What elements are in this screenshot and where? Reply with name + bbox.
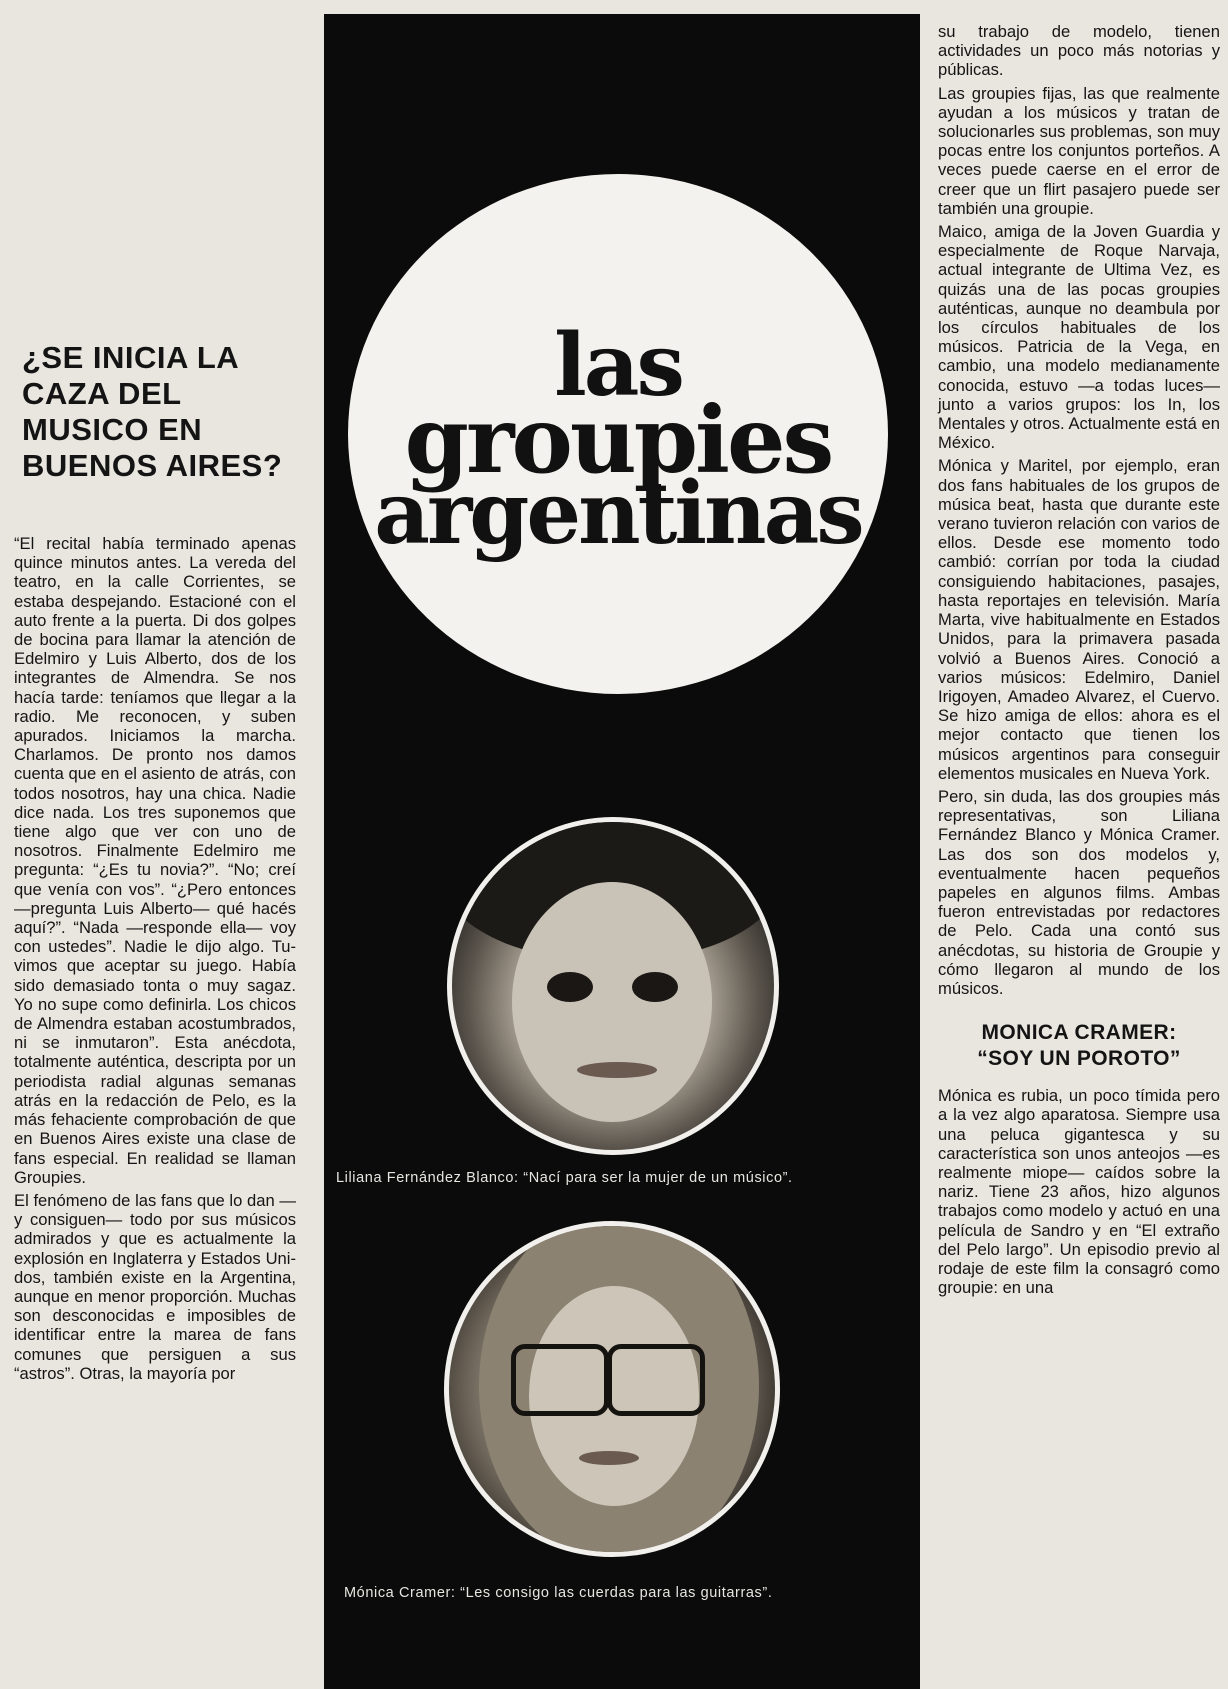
right-paragraph-4: Mónica y Maritel, por ejemplo, eran dos fans habituales de los grupos de música beat, hasta que durante este verano tuvieron relación con varios de ellos. Desde ese momento todo cambió: corrían por toda la ciudad consiguiendo habitaciones, pasajes, hasta reportajes en televisión. María Marta, vive habitualmente en Estados Unidos, para la primavera pasada volvió a Buenos Aires. Conoció a varios músicos: Edelmiro, Daniel Irigoyen, Amadeo Alvarez, el Cuervo. Se hizo amiga de ellos: ahora es el mejor contacto que tienen los músicos argentinos para conseguir elementos musicales en Nueva York.: [938, 456, 1220, 783]
right-column: [938, 22, 1220, 1301]
mouth-shape: [579, 1451, 639, 1465]
center-panel: [324, 14, 920, 1689]
left-paragraph-1: “El recital había terminado apenas quince minutos antes. La vereda del teatro, en la calle Corrientes, se estaba despejando. Estacioné con el auto frente a la puerta. Di dos golpes de bocina para llamar la atención de Edelmiro y Luis Alberto, dos de los integrantes de Almendra. Se nos hacía tarde: teníamos que llegar a la radio. Me reconocen, y suben apurados. Iniciamos la marcha. Charlamos. De pronto nos damos cuenta que en el asiento de atrás, con todos nosotros, hay una chica. Nadie dice nada. Los tres suponemos que tiene algo que ver con uno de nosotros. Finalmente Edelmiro me pregunta: “¿Es tu novia?”. “No; creí que venía con vos”. “¿Pero entonces —pregunta Luis Alberto— qué hacés aquí?”. “Nada —responde ella— voy con ustedes”. Nadie le dijo algo. Tuvimos que aceptar su juego. Había sido demasiado tonta o muy sagaz. Yo no supe como definirla. Los chicos de Almendra estaban acostumbrados, ni se inmutaron”. Esta anécdota, totalmente auténtica, descripta por un periodista radial algunas semanas atrás en la redacción de Pelo, es la más fehaciente comprobación de que en Buenos Aires existe una clase de fans especial. En realidad se llaman Groupies.: [14, 534, 296, 1187]
left-column: [14, 534, 296, 1387]
caption-liliana: Liliana Fernández Blanco: “Nací para ser la mujer de un músico”.: [336, 1170, 793, 1186]
right-eye-shape: [632, 972, 678, 1002]
glasses-left-lens: [511, 1344, 609, 1416]
right-paragraph-3: Maico, amiga de la Joven Guardia y especialmente de Roque Narvaja, actual integrante de Ultima Vez, es quizás una de las pocas groupies auténticas, aunque no deambula por los círculos habituales de los músicos. Patricia de la Vega, en cambio, una modelo medianamente conocida, estuvo —a todas luces— junto a varios grupos: los In, los Mentales y otros. Actualmente está en México.: [938, 222, 1220, 453]
mouth-shape: [577, 1062, 657, 1078]
right-paragraph-final: Mónica es rubia, un poco tímida pero a la vez algo aparatosa. Siempre usa una peluca gigantesca y su característica son unos anteojos —es realmente miope— caídos sobre la nariz. Tiene 23 años, hizo algunos trabajos como modelo y actuó en una película de Sandro y en “El extraño del Pelo largo”. Un episodio previo al rodaje de este film la consagró como groupie: en una: [938, 1086, 1220, 1298]
face-shape: [512, 882, 712, 1122]
subhead-line-2: “SOY UN POROTO”: [977, 1047, 1181, 1071]
subhead-line-1: MONICA CRAMER:: [981, 1021, 1177, 1045]
title-line-argentinas: argentinas: [374, 463, 862, 564]
title-line-las: las: [554, 315, 682, 416]
title-circle: [348, 174, 888, 694]
left-paragraph-2: El fenómeno de las fans que lo dan —y consiguen— todo por sus músicos admirados y que es actualmente la explosión en Inglaterra y Estados Unidos, también existe en la Argentina, aunque en menor proporción. Muchas son desconocidas e imposibles de identificar entre la marea de fans comunes que persiguen a sus “astros”. Otras, la mayoría por: [14, 1190, 296, 1383]
title-line-groupies: groupies: [404, 386, 832, 494]
liliana-portrait-photo: [447, 817, 779, 1155]
left-eye-shape: [547, 972, 593, 1002]
glasses-right-lens: [607, 1344, 705, 1416]
left-headline: ¿SE INICIA LA CAZA DEL MUSICO EN BUENOS AIRES?: [22, 340, 283, 483]
right-paragraph-1: su trabajo de modelo, tienen actividades un poco más notorias y públicas.: [938, 22, 1220, 80]
right-paragraph-5: Pero, sin duda, las dos groupies más representativas, son Liliana Fernández Blanco y Mónica Cramer. Las dos son dos modelos y, eventualmente hacen pequeños papeles en algunos films. Ambas fueron entrevistadas por redactores de Pelo. Cada una contó sus anécdotas, su historia de Groupie y cómo llegaron al mundo de los músicos.: [938, 786, 1220, 998]
caption-monica: Mónica Cramer: “Les consigo las cuerdas para las guitarras”.: [344, 1585, 773, 1601]
right-paragraph-2: Las groupies fijas, las que realmente ayudan a los músicos y tratan de solucionarles sus problemas, son muy pocas entre los conjuntos porteños. A veces puede caerse en el error de creer que un flirt pasajero puede ser también una groupie.: [938, 83, 1220, 218]
monica-portrait-photo: [444, 1221, 780, 1557]
monica-cramer-subhead: [938, 1020, 1220, 1072]
